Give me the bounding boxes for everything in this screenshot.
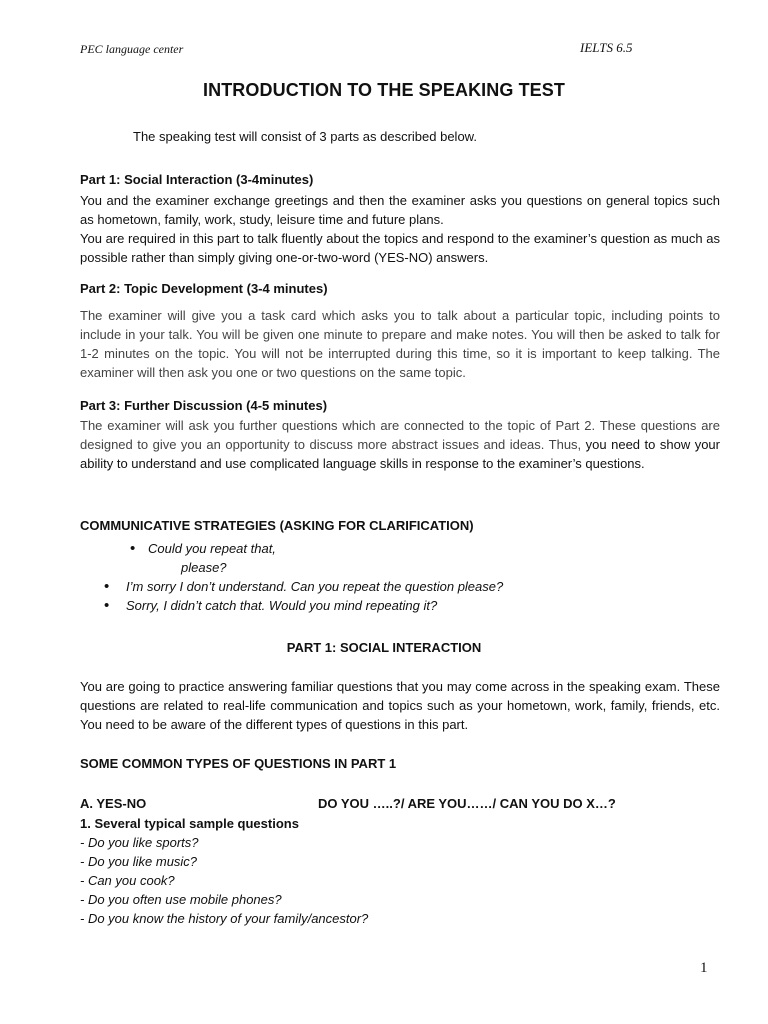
sample-question: - Do you like music? [80,854,198,869]
sample-questions [80,814,720,928]
part1-paragraph-2: You are required in this part to talk fluently about the topics and respond to the examiner’s question as much as possible rather than simply giving one-or-two-word (YES-NO) answers. [80,231,720,265]
strategy-item-2: • I’m sorry I don’t understand. Can you repeat the question please? [80,577,720,596]
part1-paragraph-1: You and the examiner exchange greetings and then the examiner asks you questions on general topics such as hometown, family, work, study, leisure time and future plans. [80,193,720,227]
yes-no-label: A. YES-NO [80,796,147,811]
part3-paragraph [80,416,720,473]
part3-paragraph-lead: The examiner will ask you further questions which are connected to the topic of Part 2. These questions are designed to give you an opportunity to discuss more abstract issues and ideas. Thus, [80,418,720,452]
intro-sentence: The speaking test will consist of 3 parts as described below. [133,129,477,144]
sample-question: - Can you cook? [80,873,175,888]
strategies-heading: COMMUNICATIVE STRATEGIES (ASKING FOR CLARIFICATION) [80,518,474,533]
strategy-item-3: • Sorry, I didn’t catch that. Would you mind repeating it? [80,596,720,615]
sample-questions-heading: 1. Several typical sample questions [80,816,299,831]
page-title: INTRODUCTION TO THE SPEAKING TEST [203,80,565,100]
sample-question: - Do you know the history of your family/ancestor? [80,911,369,926]
strategies-list [80,539,720,615]
part3-paragraph-emphasis: you need to show your ability to understand and use complicated language skills in response to the examiner’s questions. [80,437,720,471]
practice-paragraph: You are going to practice answering familiar questions that you may come across in the speaking exam. These questions are related to real-life communication and topics such as your hometown, work, family, friends, etc. You need to be aware of the different types of questions in this part. [80,679,720,732]
part2-heading: Part 2: Topic Development (3-4 minutes) [80,281,328,296]
header-organization: PEC language center [80,42,184,56]
strategy-item-1-continued: please? [181,560,227,575]
strategy-item-1: • Could you repeat that, [80,539,720,558]
sample-question: - Do you often use mobile phones? [80,892,282,907]
question-types-heading: SOME COMMON TYPES OF QUESTIONS IN PART 1 [80,756,397,771]
header-course-level: IELTS 6.5 [580,40,633,55]
part2-paragraph: The examiner will give you a task card which asks you to talk about a particular topic, including points to include in your talk. You will be given one minute to prepare and make notes. You will then be asked to talk for 1-2 minutes on the topic. You will not be interrupted during this time, so it is important to keep talking. The examiner will then ask you one or two questions on the same topic. [80,308,720,380]
page-number: 1 [700,960,708,976]
section-heading: PART 1: SOCIAL INTERACTION [286,640,482,655]
sample-question: - Do you like sports? [80,835,199,850]
part3-heading: Part 3: Further Discussion (4-5 minutes) [80,398,328,413]
part1-heading: Part 1: Social Interaction (3-4minutes) [80,172,314,187]
yes-no-pattern: DO YOU …..?/ ARE YOU……/ CAN YOU DO X…? [318,796,616,811]
